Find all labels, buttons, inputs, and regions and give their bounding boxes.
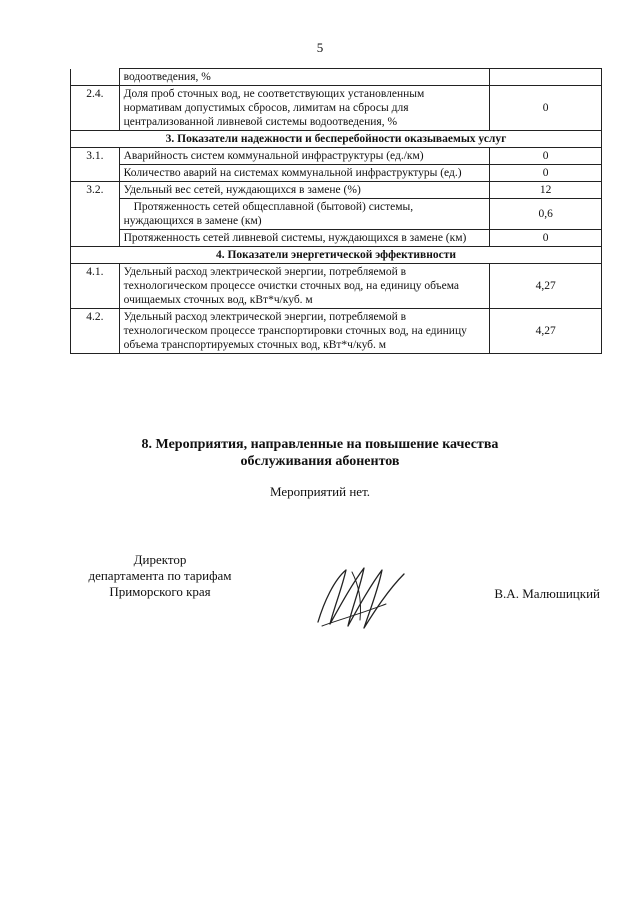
row-number — [71, 165, 120, 182]
row-number: 4.1. — [71, 264, 120, 309]
section-row — [71, 131, 602, 148]
position-line3: Приморского края — [109, 584, 211, 599]
position-line2: департамента по тарифам — [88, 568, 232, 583]
row-value: 0,6 — [490, 199, 602, 230]
table-row — [71, 230, 602, 247]
row-value — [490, 69, 602, 86]
section-8-text: Мероприятий нет. — [269, 484, 371, 499]
table-row — [71, 69, 602, 86]
row-name: Аварийность систем коммунальной инфраструктуры (ед./км) — [119, 148, 490, 165]
row-name: Доля проб сточных вод, не соответствующих установленным нормативам допустимых сбросов, лимитам на сбросы для централизованной ливневой системы водоотведения, % — [119, 86, 490, 131]
table-row — [71, 148, 602, 165]
table-row — [71, 165, 602, 182]
row-name: Удельный расход электрической энергии, потребляемой в технологическом процессе очистки сточных вод, на единицу объема очищаемых сточных вод, кВт*ч/куб. м — [119, 264, 490, 309]
row-value: 0 — [490, 230, 602, 247]
row-number: 4.2. — [71, 309, 120, 354]
table-row — [71, 199, 602, 230]
row-value: 4,27 — [490, 264, 602, 309]
table-row — [71, 264, 602, 309]
section-8-title-line2: обслуживания абонентов — [240, 454, 400, 469]
indicators-table — [70, 68, 602, 354]
row-value: 0 — [490, 148, 602, 165]
section-row — [71, 247, 602, 264]
row-name: Протяженность сетей общесплавной (бытовой) системы, нуждающихся в замене (км) — [119, 199, 490, 230]
page-number: 5 — [316, 40, 324, 55]
section-8-title-line1: 8. Мероприятия, направленные на повышение качества — [141, 437, 499, 452]
table-row — [71, 309, 602, 354]
table-row — [71, 86, 602, 131]
section-3-heading: 3. Показатели надежности и бесперебойности оказываемых услуг — [71, 131, 602, 148]
signer-name: В.А. Малюшицкий — [494, 586, 600, 601]
signatory-position — [60, 552, 260, 600]
row-number: 3.1. — [71, 148, 120, 165]
row-value: 12 — [490, 182, 602, 199]
row-number: 2.4. — [71, 86, 120, 131]
row-number — [71, 199, 120, 230]
row-name: Протяженность сетей ливневой системы, нуждающихся в замене (км) — [119, 230, 490, 247]
position-line1: Директор — [133, 552, 187, 567]
row-name: Удельный вес сетей, нуждающихся в замене (%) — [119, 182, 490, 199]
row-name: водоотведения, % — [119, 69, 490, 86]
section-8-title — [60, 436, 580, 470]
table-row — [71, 182, 602, 199]
row-name: Удельный расход электрической энергии, потребляемой в технологическом процессе транспортировки сточных вод, на единицу объема транспортируемых сточных вод, кВт*ч/куб. м — [119, 309, 490, 354]
row-value: 4,27 — [490, 309, 602, 354]
row-number — [71, 69, 120, 86]
section-4-heading: 4. Показатели энергетической эффективности — [71, 247, 602, 264]
row-number: 3.2. — [71, 182, 120, 199]
handwritten-signature — [312, 562, 408, 632]
row-name: Количество аварий на системах коммунальной инфраструктуры (ед.) — [119, 165, 490, 182]
row-value: 0 — [490, 86, 602, 131]
row-value: 0 — [490, 165, 602, 182]
row-number — [71, 230, 120, 247]
